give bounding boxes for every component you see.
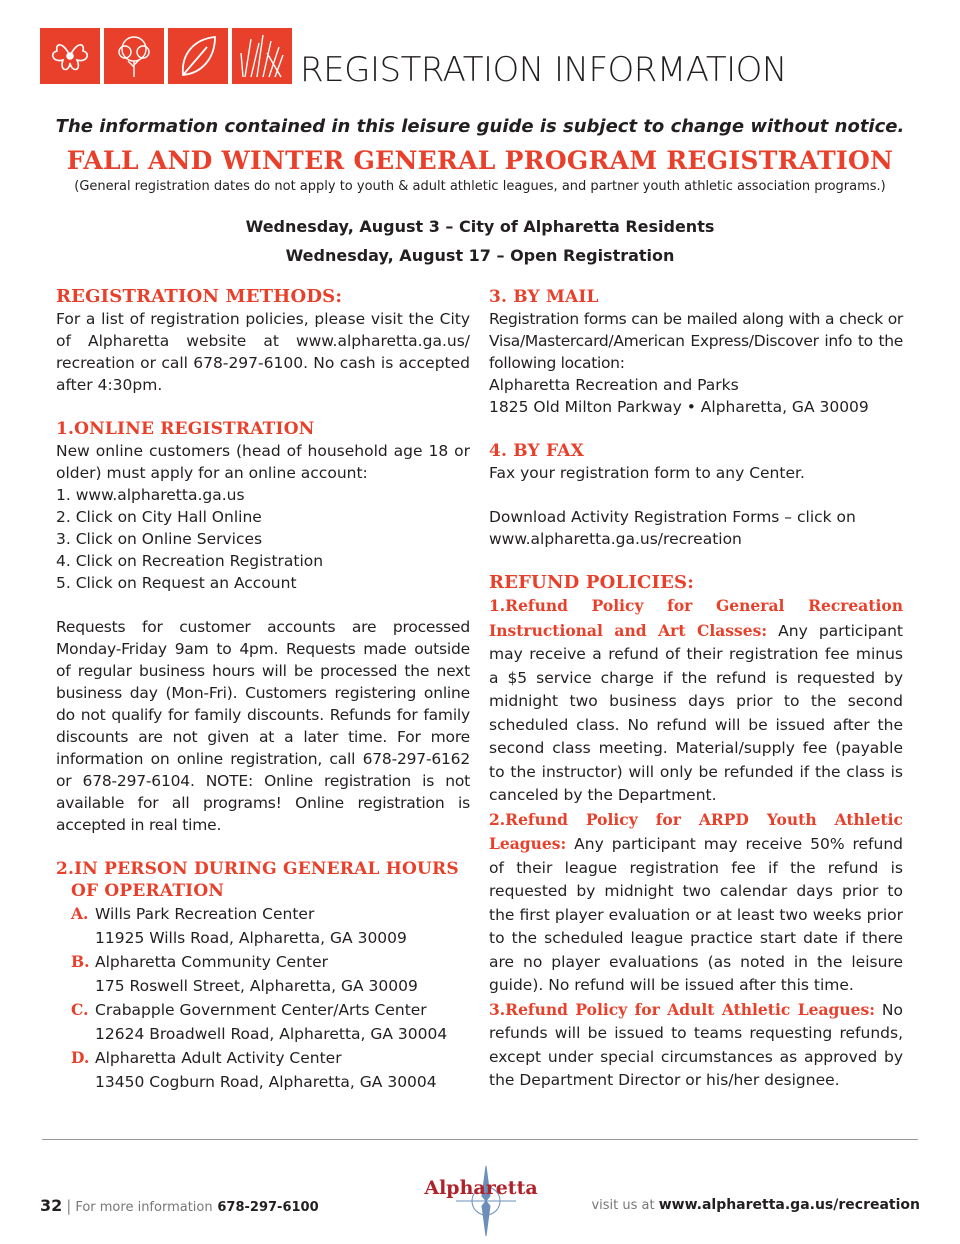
refund-policy-adult: 3.Refund Policy for Adult Athletic Leagues: No refunds will be issued to teams requesting refunds, except under special circumstances as approved by the Department Director or his/her designee. [489,999,903,1089]
footer-visit-label: visit us at [591,1198,655,1213]
in-person-heading [56,858,470,902]
location-list [56,902,470,1094]
methods-intro: For a list of registration policies, please visit the City of Alpharetta website at www.alpharetta.ga.us/ recreation or call 678-297-6100. No cash is accepted after 4:30pm. [56,310,470,394]
online-heading: 1.ONLINE REGISTRATION [56,419,315,439]
logo-text: Alpharetta [424,1177,538,1199]
methods-heading: REGISTRATION METHODS: [56,286,343,307]
alpharetta-logo [416,1160,546,1240]
footer-divider [42,1139,918,1140]
mail-heading: 3. BY MAIL [489,287,599,307]
refund-policy-youth: 2.Refund Policy for ARPD Youth Athletic Leagues: Any participant may receive 50% refund of their league registration fee if the refund is requested by midnight two calendar days prior to the first player evaluation or at least two weeks prior to the scheduled league practice start date if there are no player evaluations (as noted in the leisure guide). No refund will be issued after this time. [489,809,903,994]
location-address: 13450 Cogburn Road, Alpharetta, GA 30004 [95,1072,437,1091]
fax-text: Fax your registration form to any Center. [489,464,805,482]
date-open: Wednesday, August 17 – Open Registration [285,246,675,265]
date-residents: Wednesday, August 3 – City of Alpharetta Residents [245,217,715,236]
in-person-heading-line1: 2.IN PERSON DURING GENERAL HOURS [56,859,459,879]
online-steps [56,484,470,594]
right-column [489,286,903,1093]
online-step: 3. Click on Online Services [56,530,263,548]
location-item: B. Alpharetta Community Center [71,952,329,971]
header-icons [40,28,292,84]
location-address: 12624 Broadwell Road, Alpharetta, GA 30004 [95,1024,448,1043]
program-subtitle: (General registration dates do not apply to youth & adult athletic leagues, and partner youth athletic association programs.) [74,179,886,194]
location-address: 11925 Wills Road, Alpharetta, GA 30009 [95,928,407,947]
footer-url[interactable]: www.alpharetta.ga.us/recreation [658,1197,920,1213]
mail-address-line2: 1825 Old Milton Parkway • Alpharetta, GA 30009 [489,398,869,416]
page-title: REGISTRATION INFORMATION [300,50,787,90]
leaf-icon [168,28,228,84]
refund-heading: REFUND POLICIES: [489,572,695,593]
left-column [56,286,470,1094]
online-step: 5. Click on Request an Account [56,574,297,592]
flower-icon [40,28,100,84]
download-text: Download Activity Registration Forms – click on www.alpharetta.ga.us/recreation [489,508,856,548]
mail-address-line1: Alpharetta Recreation and Parks [489,376,739,394]
location-item: D. Alpharetta Adult Activity Center [71,1048,342,1067]
location-item: A. Wills Park Recreation Center [71,904,315,923]
online-step: 4. Click on Recreation Registration [56,552,324,570]
footer-right [591,1197,920,1213]
grass-icon [232,28,292,84]
refund-policy-general: 1.Refund Policy for General Recreation Instructional and Art Classes: Any participant may receive a refund of their registration fee minus a $5 service charge if the refund is requested by midnight two business days prior to the second scheduled class. No refund will be issued after the second class meeting. Material/supply fee (payable to the instructor) will only be refunded if the class is canceled by the Department. [489,596,903,804]
footer-left [40,1196,319,1215]
online-step: 2. Click on City Hall Online [56,508,262,526]
online-intro: New online customers (head of household age 18 or older) must apply for an online account: [56,442,470,482]
location-address: 175 Roswell Street, Alpharetta, GA 30009 [95,976,418,995]
in-person-heading-line2: OF OPERATION [71,881,225,901]
footer-separator: | [66,1197,72,1215]
refund-policies [489,594,903,1093]
online-step: 1. www.alpharetta.ga.us [56,486,245,504]
footer-phone: 678-297-6100 [217,1200,319,1215]
location-item: C. Crabapple Government Center/Arts Center [71,1000,427,1019]
program-title: FALL AND WINTER GENERAL PROGRAM REGISTRATION [66,146,894,175]
online-note: Requests for customer accounts are processed Monday-Friday 9am to 4pm. Requests made outside of regular business hours will be processed the next business day (Mon-Fri). Customers registering online do not qualify for family discounts. Refunds for family discounts are not given at a later time. For more information on online registration, call 678-297-6162 or 678-297-6104. NOTE: Online registration is not available for all programs! Online registration is accepted in real time. [56,618,470,834]
tree-icon [104,28,164,84]
page-number: 32 [40,1196,63,1215]
fax-heading: 4. BY FAX [489,441,585,461]
notice-text: The information contained in this leisure guide is subject to change without notice. [55,116,905,137]
footer-more-label: For more information [75,1200,213,1215]
mail-text: Registration forms can be mailed along with a check or Visa/Mastercard/American Express/Discover info to the following location: [489,310,903,372]
registration-dates [0,212,960,270]
